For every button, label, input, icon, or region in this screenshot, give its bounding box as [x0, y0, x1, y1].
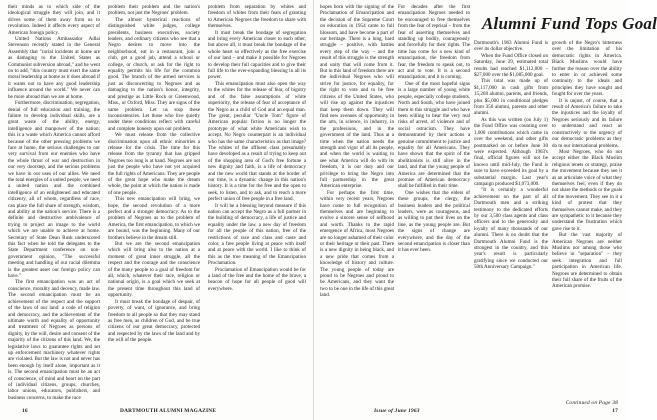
paragraph: It is unjust, of course, that a result of America's failure to take the injustices and the loyalty of Negroes seriously and its failure to understand and react as constructively to the urgency of our democratic problems as they do to our international problems. [552, 97, 622, 149]
paragraph: One of the most hopeful signs is a large number of young white people, especially college students, North and South, who have joined them in this struggle and who have been willing to bear the very real risks of arrest, of violence and of social ostracism. They have demonstrated by their actions a genuine commitment to justice and equality for all Americans. They have shown that the spirit of the abolitionists is still alive in the land, and that the young people of America are determined that the promise of American democracy shall be fulfilled in their time. [398, 80, 470, 190]
paragraph: It must break the bondage of segregation and bring every American closer to each other, but above all, it must break the bondage of the whole heart so effectively as the free exercise of our land – and make it possible for Negroes to develop their full capacities and to give their full life to the ever-expanding blessing in all its power. [208, 29, 306, 81]
paragraph: We must release from the collective discrimination upon all ethnic minorities a release for the crisis. The time for this release from the tyranny that has gripped Negroes too long is at hand. Negroes are not just the people who have not yet acquired the full rights of Americans. They are people of the great hope who make the dream whole, the point at which the nation is made of one people. [108, 132, 200, 196]
paragraph: It must break the bondage of despair, of poverty, of want, of ignorance, and bring freedom to all people so that they may stand as free men, as children of God, and be true citizens of our great democracy, protected and respected by the laws of the land and by the will of the people. [108, 298, 200, 344]
page-number: 17 [612, 408, 618, 414]
paragraph: The almost hysterical reactions of distinguished white judges, college presidents, business executives, society leaders, and ordinary citizens who see that a Negro desires to move into the neighborhood, eat in a restaurant, join a club, get a good job, attend a school or college, or church, or ask for the right to equality permits his life for the common good. The branch of the armed services is just as disconcerting to Negroes and as damaging to the nation's honor, integrity, and prestige as Little Rock or Greenwood, Miss., or Oxford, Miss. They are signs of the same problem. Let us stop these inconsistencies. Let those who live quietly under these conditions reflect with careful and complete honesty upon our problem. [108, 16, 200, 132]
paragraph: It will be a blessing beyond measure if this nation can accept the Negro as a full partner in the building of democracy, a life of justice and equality under the law, a new day of freedom for all the people of this nation, free of the restrictions of race and class and caste and color, a free people living at peace with itself and at peace with the world. I like to think of this as the true meaning of the Emancipation Proclamation. [208, 202, 306, 267]
paragraph: Dartmouth's 1963 Alumni Fund is over its dollar objective. [474, 40, 548, 53]
paragraph: Furthermore, discrimination, segregation, denial of full education and training, the failure to develop individual skills, are a great waste of the ability, energy, intelligence and manpower of the nation; this is a waste which America cannot afford because of the other pressing problems we face at home, the serious challenges to our very survival from our enemies who have the whole thrust of war and destruction in our very doorstep, and the serious problems we have in our uses of our allies. We need the total energies of a united people, we need a united nation and the combined intelligence of an enlightened and educated citizenry, all of whom, regardless of race, can place the full share of strength, wisdom, and ability at the nation's service. There is a definite and destructive ambivalence of trying to project an image to the world which we are unable to achieve at home. Secretary of State Dean Rusk underscored this fact when he told the delegates to the State Department conference on non-government opinion, "The successful meeting and handling of our racial dilemma is the greatest asset our foreign policy can have." [8, 100, 100, 280]
right-column-4 [552, 40, 622, 408]
paragraph: United Nations Ambassador Adlai Stevenson recently stated in the General Assembly that "racial incidents at home are as damaging to the United States as Communist subversion abroad," and he went on to add, "this country must exert the same moral leadership at home as it does abroad if it wants not to have any good leadership influence around the world." We never can be more abroad than we are at home. [8, 36, 100, 100]
left-column-1 [8, 4, 100, 408]
paragraph: hopes born with the signing of the Proclamation of Emancipation and the decision of the Supreme Court on education in 1954 came to full blossom, and have become a part of our heritage. There is a long, hard struggle – positive, with battles every step of the way – and the result of this struggle is the strength and unity that will come from it. But in this land of freedom there are the individual Negroes who will strive for justice, for equality, for the right to vote and to be free citizens of the United States, who will rise up against the injustices that keep them down. They will find new avenues of opportunity in the arts, in science, in industry, in the professions, and in the government of the land. Thus at a time when the nation needs the strength and vigor of all its people, and when the world is waiting to see what America will do with its freedom, it is our duty and our privilege to bring the Negro into full partnership in the great American enterprise. [320, 4, 394, 190]
paragraph: problem their problem and the nation's problem, not just the Negroes' problem. [108, 4, 200, 17]
right-page [314, 0, 657, 420]
paragraph: One wishes that the elders of these groups, the clergy, the business leaders and the political leaders, were as courageous, and as willing to put their lives on the line, as the young people are. But the signs of change are everywhere, and the day of the second emancipation is closer than it has ever been. [398, 189, 470, 254]
paragraph: When the Fund Office closed on Saturday, June 29, estimated total results had reached $1,112,000 – $27,000 over the $1,085,000 goal. [474, 52, 548, 79]
paragraph: The first emancipation was an act of conscience, morality and decency, made law. The second emancipation must be an achievement of the respect and the support of the laws of our land: a code of religion and democracy, and the achievement of the ultimate worth and equality of opportunity and treatment of Negroes as persons of dignity, by the will, desire and consent of the majority of the citizens of this land. We, the legislative laws to guarantee rights and set up enforcement machinery whatever rights are violated. But the law is not and never has been enough by itself alone, important as it is. The second emancipation must be an act of conscience, of mind and heart on the part of individual citizens, groups, churches, labor unions, educators, publishers, and business concerns, to make the race [8, 279, 100, 401]
right-column-1 [320, 4, 394, 408]
paragraph: Proclamation of Emancipation would be for a land of the free and the home of the brave, a beacon of hope for all people of good will everywhere. [208, 266, 306, 292]
page-number: 16 [22, 408, 28, 414]
left-page [0, 0, 313, 420]
paragraph: But we are the second emancipation which will bring also to the nation at a moment of great inner struggle, all the respect and the courage and the conscience of the many people to a goal of freedom for all, which, whatever their race, religion or national origin, is a goal which we seek at the present time throughout this land of opportunity. [108, 241, 200, 299]
left-column-2 [108, 4, 200, 408]
paragraph: For decades after the first emancipation Negroes needed to be encouraged to free themselves from the fear of reprisal – from the fear of asserting themselves and standing up bodily, courageously and forcefully for their rights. The time has come for a new kind of emancipation, the freedom from fear, the freedom to speak out, to act and to vote. It is a second emancipation, and it is coming. [398, 4, 470, 81]
paragraph: their minds as to which side of the ideological struggle they will join, and it drives some of them away from us to revolution. Indeed it affects every aspect of American foreign policy. [8, 4, 100, 36]
paragraph: This emancipation must also open the way to the whites for the release of fear, of bigotry and of the false assumptions of white superiority, the release of fear of acceptance of the Negro as a child of God and an equal man. The great, peculiar "Uncle Tom" figure of American popular fiction is no longer the prototype of what white Americans wish to accept. No Negro counterpart is an individual who has the same characteristics as that image? The whites of the affluent class presumably have developed as a result of trying to keep out of the shopping area of God's free fortune a new dignity and faith, is a life of democracy and the new world that stands at the border of our time, is a dynamic change in this nation's history. It is a time for the free and the open to seek, to listen, and to ask, and to reach a more perfect union of free people in a free land. [208, 80, 306, 203]
running-footer: Issue of June 1963 [374, 408, 420, 414]
right-column-3 [474, 40, 548, 408]
continued-note: Continued on Page 38 [565, 400, 618, 406]
paragraph: For perhaps the first time, within very recent years, Negroes have come to full recognition of themselves and are beginning to evolve a sincere sense of selfhood and worth. Thanks to the rapid emergence of Africa, most Negroes are no longer ashamed of their color or their heritage or their past. There is a new dignity in being black, and a new pride that comes from a knowledge of history and culture. The young people of today are proud to be Negroes and proud to be Americans, and they want the two to be one in the life of this great land. [320, 189, 394, 299]
paragraph: Most Negroes, who do not accept either the Black Muslim religious tenets or strategy, praise the movement because they see it as an articulate voice of what they themselves feel, even if they do not share the methods or the goals of the movement. They see in it a kind of protest that they themselves cannot make, and they are sympathetic to it because they understand the frustration which gave rise to it. [552, 148, 622, 232]
paragraph: This total was made up of $1,117,000 in cash gifts from 15,268 alumni, parents, and friends, plus $5,000 in conditional pledges from 356 alumni, parents and other alumni. [474, 78, 548, 117]
paragraph: As this was written (on July 1) the Fund Office was counting over 1,000 contributions which came in over the weekend, and other gifts postmarked on or before June 30 were expected. Although 1963's final, official figures will not be known until mid-July, the Fund is sure to have exceeded its goal by a substantial margin. Last year's campaign produced $1,073,000. [474, 116, 548, 187]
left-column-3 [208, 4, 306, 408]
paragraph: This new emancipation will bring, we hope, the second revolution of a more perfect and a stronger democracy. As to the problem of Negroes as to the problem of America, the first emancipation, to which we are bound, was the beginning. Many of our brothers believe in the dream still. [108, 196, 200, 241]
right-column-2 [398, 4, 470, 408]
paragraph: problem from separation by whites and freedom of whites from their fears of granting to American Negroes the freedom to share with themselves. [208, 4, 306, 30]
running-footer: DARTMOUTH ALUMNI MAGAZINE [120, 408, 217, 414]
paragraph: growth of the Negro's bitterness over the limitation of his democratic rights in America. Black Muslims would have further the reason over the ability to enter in or achieved some continuity to the ideals and principles they have sought and fought for over the years. [552, 40, 622, 98]
paragraph: But the vast majority of American Negroes are neither Muslims nor among those who believe in "separation" – they seek integration and full participation in American life. Negroes are determined to obtain their full share of the fruits of the American promise. [552, 232, 622, 290]
paragraph: "It is certainly a wonderful achievement on the part of all Dartmouth men and a striking testimony to the dedicated efforts by our 3,500 class agents and class officers and to the generosity and loyalty of many thousands of our alumni. There is no doubt that the Dartmouth Alumni Fund is the strongest in the country, and this year's result is particularly gratifying since we conducted our 50th Anniversary Campaign." [474, 187, 548, 271]
article-headline: Alumni Fund Tops Goal [482, 14, 657, 33]
